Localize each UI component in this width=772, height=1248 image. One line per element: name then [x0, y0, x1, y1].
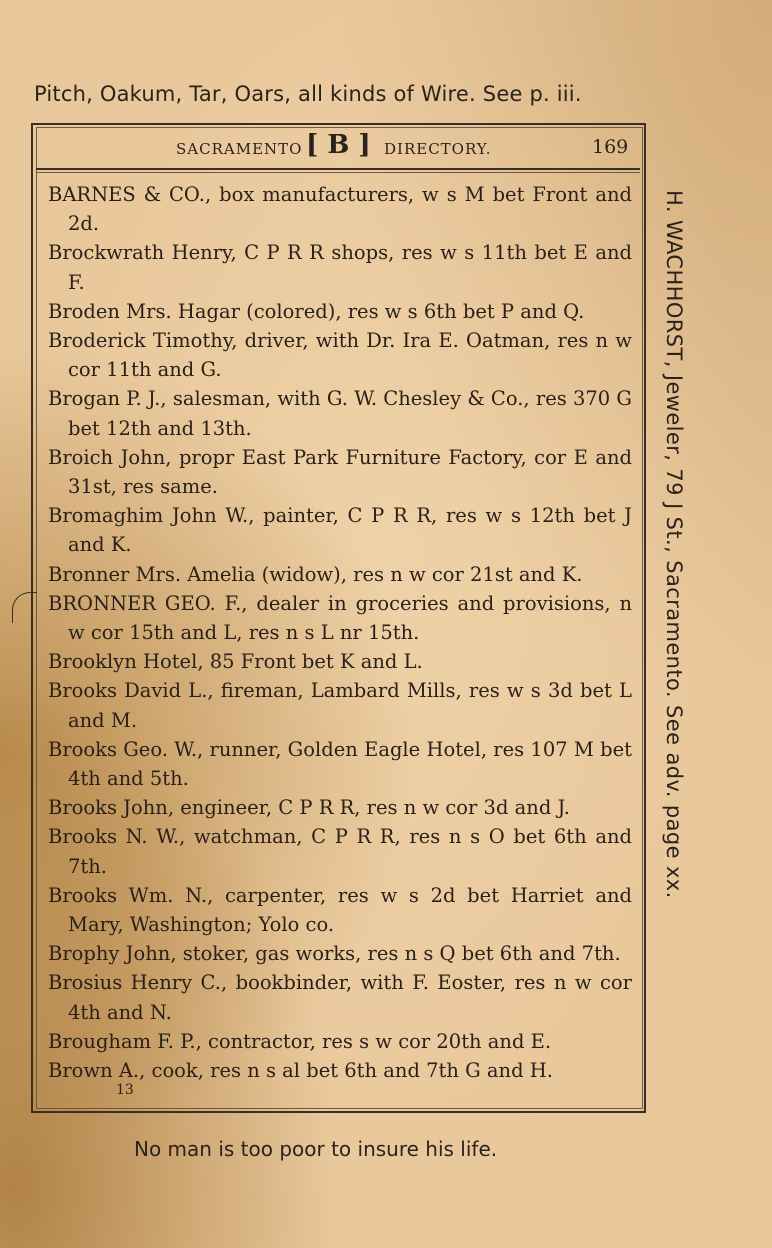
- directory-entries: [48, 180, 632, 1085]
- directory-entry: Brooks Wm. N., carpenter, res w s 2d bet Harriet and Mary, Washington; Yolo co.: [48, 883, 632, 937]
- directory-entry: Broden Mrs. Hagar (colored), res w s 6th bet P and Q.: [48, 299, 585, 323]
- directory-entry: Brooklyn Hotel, 85 Front bet K and L.: [48, 650, 423, 674]
- margin-mark: [12, 592, 37, 623]
- directory-entry: Brooks David L., fireman, Lambard Mills, res w s 3d bet L and M.: [48, 679, 632, 732]
- directory-entry: Brooks Geo. W., runner, Golden Eagle Hotel, res 107 M bet 4th and 5th.: [48, 737, 632, 791]
- header-rule-thin: [36, 172, 640, 173]
- directory-entry: Brougham F. P., contractor, res s w cor 20th and E.: [48, 1029, 552, 1053]
- header-letter: [ B ]: [306, 130, 371, 160]
- directory-entry: Bronner Mrs. Amelia (widow), res n w cor 21st and K.: [48, 562, 583, 586]
- page-number: 169: [592, 136, 629, 158]
- header-city: SACRAMENTO: [176, 140, 303, 158]
- side-advertisement: H. WACHHORST, Jeweler, 79 J St., Sacramento. See adv. page xx.: [662, 190, 686, 899]
- header-directory: DIRECTORY.: [384, 140, 492, 158]
- header-rule: [36, 168, 640, 170]
- directory-entry: Broderick Timothy, driver, with Dr. Ira E. Oatman, res n w cor 11th and G.: [48, 329, 632, 382]
- directory-entry: Broich John, propr East Park Furniture Factory, cor E and 31st, res same.: [48, 445, 632, 499]
- directory-entry: Brockwrath Henry, C P R R shops, res w s 11th bet E and F.: [48, 241, 632, 294]
- directory-entry: Brooks John, engineer, C P R R, res n w cor 3d and J.: [48, 796, 571, 820]
- directory-entry: BARNES & CO., box manufacturers, w s M bet Front and 2d.: [48, 183, 632, 236]
- directory-entry: BRONNER GEO. F., dealer in groceries and provisions, n w cor 15th and L, res n s L nr 15th.: [48, 591, 632, 645]
- bottom-advertisement: No man is too poor to insure his life.: [134, 1137, 498, 1161]
- signature-mark: 13: [116, 1082, 134, 1098]
- running-header: [36, 128, 642, 166]
- directory-entry: Brogan P. J., salesman, with G. W. Chesley & Co., res 370 G bet 12th and 13th.: [48, 387, 632, 440]
- directory-entry: Brown A., cook, res n s al bet 6th and 7th G and H.: [48, 1059, 553, 1083]
- directory-entry: Brooks N. W., watchman, C P R R, res n s O bet 6th and 7th.: [48, 825, 632, 878]
- top-advertisement: Pitch, Oakum, Tar, Oars, all kinds of Wire. See p. iii.: [34, 82, 582, 106]
- directory-entry: Brosius Henry C., bookbinder, with F. Eoster, res n w cor 4th and N.: [48, 971, 632, 1024]
- directory-entry: Brophy John, stoker, gas works, res n s Q bet 6th and 7th.: [48, 942, 621, 966]
- directory-entry: Bromaghim John W., painter, C P R R, res w s 12th bet J and K.: [48, 504, 632, 557]
